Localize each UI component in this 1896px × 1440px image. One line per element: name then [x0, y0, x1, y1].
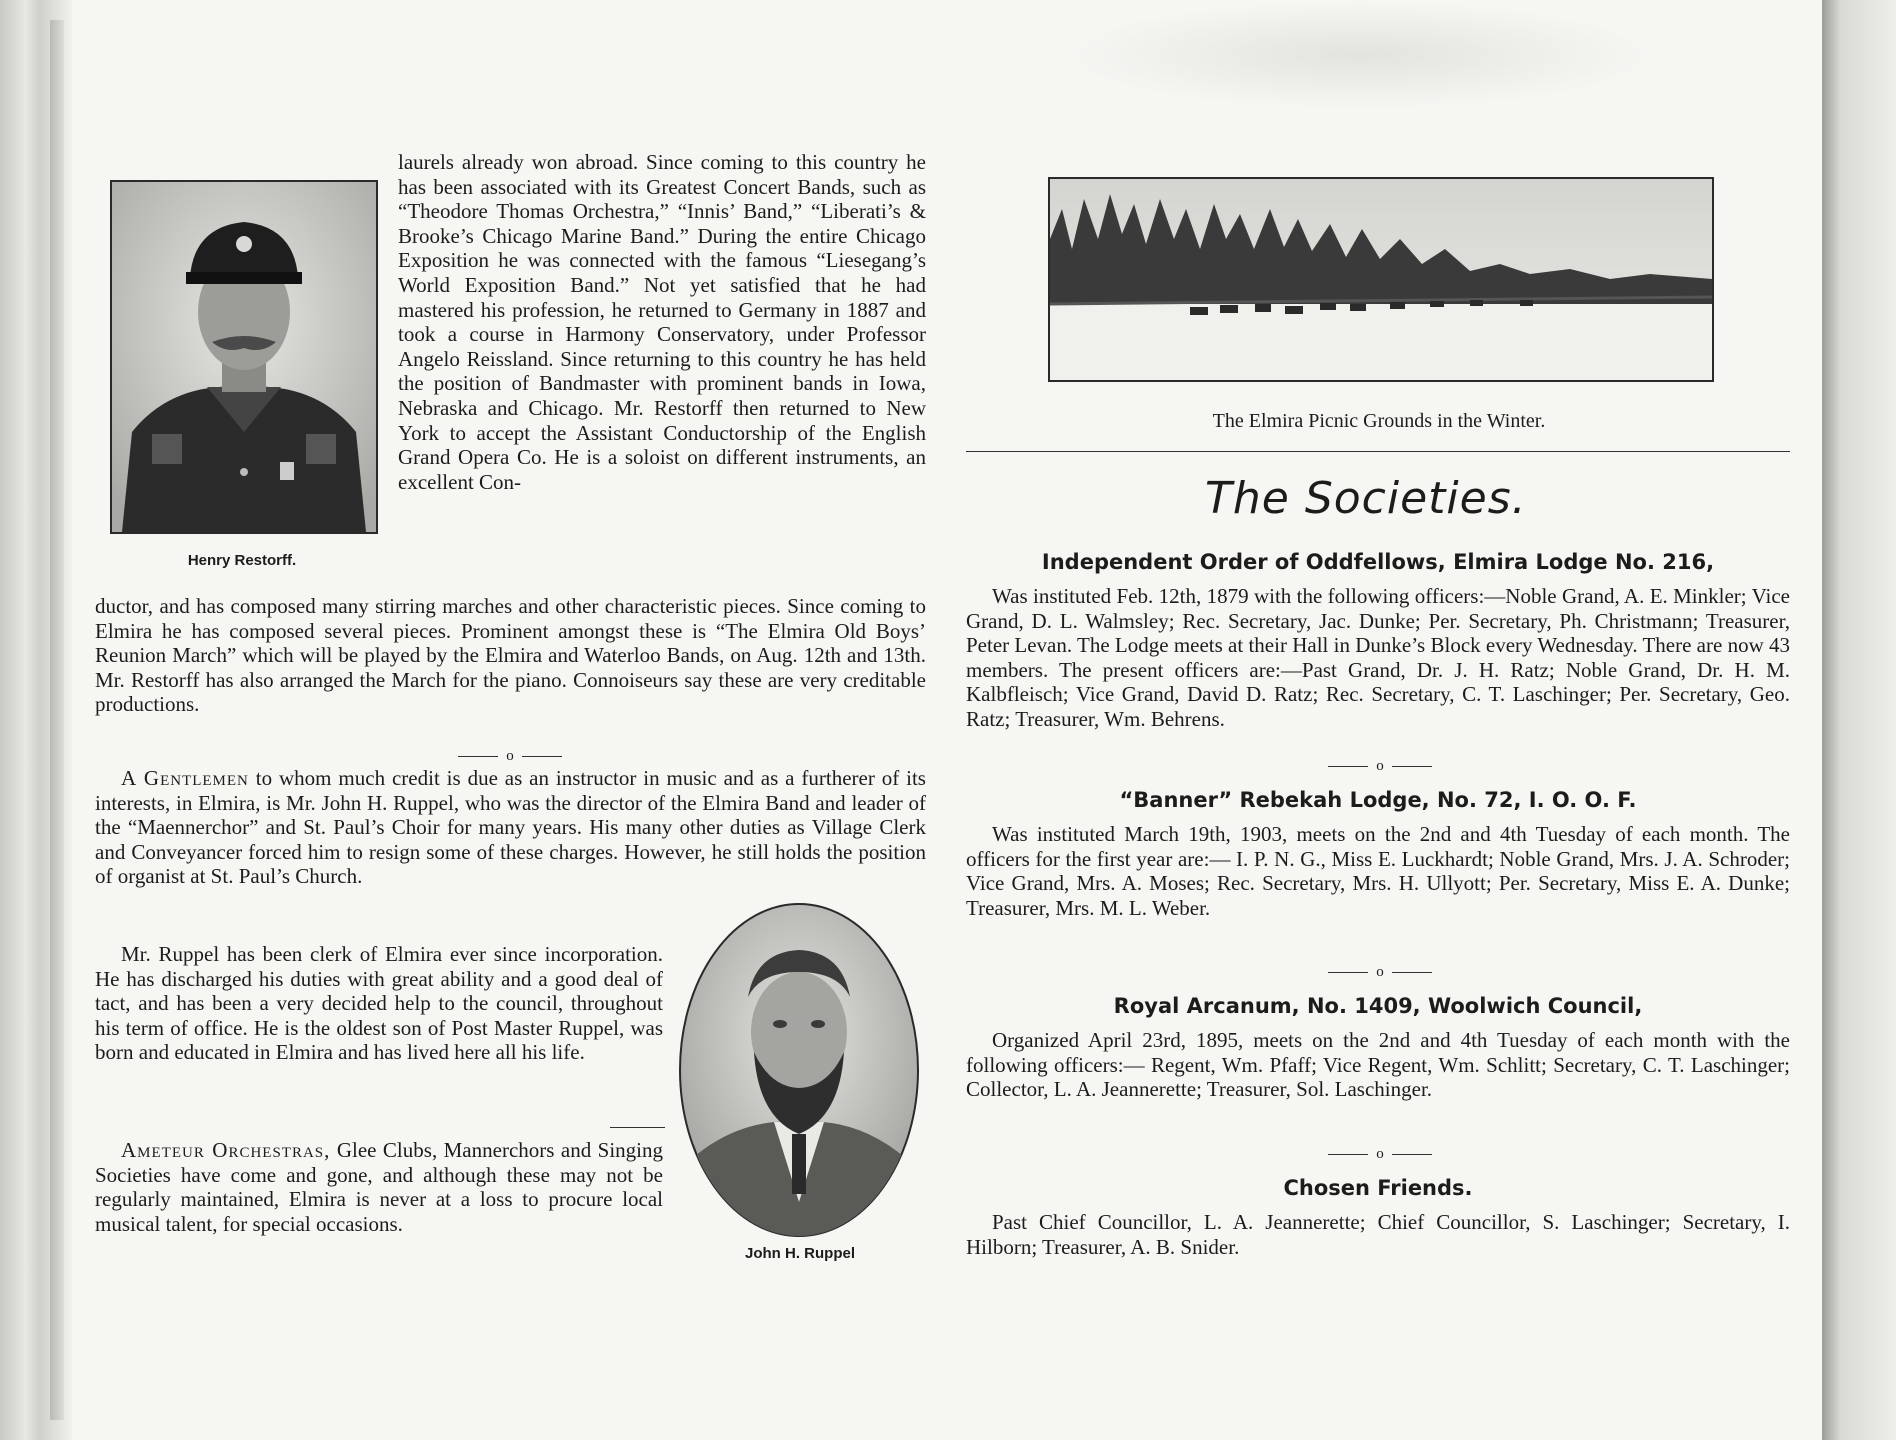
- separator-2: o: [1310, 758, 1450, 775]
- ruppel-clerk-text: Mr. Ruppel has been clerk of Elmira ever since incorporation. He has discharged his duties with great ability and a good deal of tact, and has been a very decided help to the council, throughout his term of office. He is the oldest son of Post Master Ruppel, was born and educated in Elmira and has lived here all his life.: [95, 942, 663, 1065]
- spine-shadow: [50, 20, 64, 1420]
- book-spine: [0, 0, 72, 1440]
- separator-4: o: [1310, 1146, 1450, 1163]
- picnic-caption: The Elmira Picnic Grounds in the Winter.: [1212, 410, 1546, 432]
- henry-restorff-portrait: [110, 180, 378, 534]
- ruppel-lead-caps: A Gentlemen: [121, 766, 249, 790]
- picnic-grounds-photo: [1048, 177, 1714, 382]
- oddfellows-heading: Independent Order of Oddfellows, Elmira Lodge No. 216,: [1041, 550, 1715, 574]
- restorff-continued-text: ductor, and has composed many stirring marches and other characteristic pieces. Since coming to Elmira he has composed several pieces. Prominent amongst these is “The Elmira Old Boys’ Reunion March” which will be played by the Elmira and Waterloo Bands, on Aug. 12th and 13th. Mr. Restorff has also arranged the March for the piano. Connoiseurs say these are very creditable productions.: [95, 594, 926, 717]
- rebekah-heading: “Banner” Rebekah Lodge, No. 72, I. O. O. F.: [1119, 788, 1637, 812]
- henry-restorff-caption: Henry Restorff.: [187, 552, 297, 569]
- arcanum-text: Organized April 23rd, 1895, meets on the 2nd and 4th Tuesday of each month with the following officers:— Regent, Wm. Pfaff; Vice Regent, Wm. Schlitt; Secretary, C. T. Laschinger; Collector, L. A. Jeannerette; Treasurer, Sol. Laschinger.: [966, 1028, 1790, 1102]
- john-ruppel-portrait: [678, 902, 920, 1238]
- societies-title: The Societies.: [1205, 473, 1527, 524]
- ruppel-intro-text: [95, 766, 926, 889]
- chosen-friends-text: Past Chief Councillor, L. A. Jeannerette; Chief Councillor, S. Laschinger; Secretary, I. Hilborn; Treasurer, A. B. Snider.: [966, 1210, 1790, 1259]
- short-rule: [610, 1127, 665, 1128]
- ameteur-lead-caps: Ameteur Orchestras,: [121, 1138, 331, 1162]
- separator-3: o: [1310, 964, 1450, 981]
- restorff-column-text: laurels already won abroad. Since coming to this country he has been associated with its Greatest Concert Bands, such as “Theodore Thomas Orchestra,” “Innis’ Band,” “Liberati’s & Brooke’s Chicago Marine Band.” During the entire Chicago Exposition he was connected with the famous “Liesegang’s World Exposition Band.” Not yet satisfied that he had mastered his profession, he returned to Germany in 1887 and took a course in Harmony Conservatory, under Professor Angelo Reissland. Since returning to this country he has held the position of Bandmaster with prominent bands in Iowa, Nebraska and Chicago. Mr. Restorff then returned to New York to accept the Assistant Conductorship of the English Grand Opera Co. He is a soloist on different instruments, an excellent Con-: [398, 150, 926, 494]
- ameteur-text: [95, 1138, 663, 1236]
- arcanum-heading: Royal Arcanum, No. 1409, Woolwich Council,: [1113, 994, 1643, 1018]
- separator-1: o: [440, 748, 580, 765]
- oddfellows-text: Was instituted Feb. 12th, 1879 with the following officers:—Noble Grand, A. E. Minkler; Vice Grand, D. L. Walmsley; Rec. Secretary, Jac. Dunke; Per. Secretary, Ph. Christmann; Treasurer, Peter Levan. The Lodge meets at their Hall in Dunke’s Block every Wednesday. There are now 43 members. The present officers are:—Past Grand, Dr. J. H. Ratz; Noble Grand, Dr. H. M. Kalbfleisch; Vice Grand, David D. Ratz; Rec. Secretary, C. T. Laschinger; Per. Secretary, Geo. Ratz; Treasurer, Wm. Behrens.: [966, 584, 1790, 731]
- ruppel-intro-body: to whom much credit is due as an instructor in music and as a furtherer of its interests, in Elmira, is Mr. John H. Ruppel, who was the director of the Elmira Band and leader of the “Maennerchor” and St. Paul’s Choir for many years. His many other duties as Village Clerk and Conveyancer forced him to resign some of these charges. However, he still holds the position of organist at St. Paul’s Church.: [95, 766, 926, 889]
- paper-smudge: [1060, 0, 1660, 110]
- chosen-friends-heading: Chosen Friends.: [1283, 1176, 1473, 1200]
- ameteur-body: Glee Clubs, Mannerchors and Singing Societies have come and gone, and although these may not be regularly maintained, Elmira is never at a loss to procure local musical talent, for special occasions.: [95, 1138, 663, 1236]
- rebekah-text: Was instituted March 19th, 1903, meets on the 2nd and 4th Tuesday of each month. The officers for the first year are:— I. P. N. G., Miss E. Luckhardt; Noble Grand, Mrs. J. A. Schroder; Vice Grand, Mrs. A. Moses; Rec. Secretary, Mrs. H. Ullyott; Per. Secretary, Miss E. A. Dunke; Treasurer, Mrs. M. L. Weber.: [966, 822, 1790, 920]
- page-edge: [1822, 0, 1896, 1440]
- section-rule: [966, 451, 1790, 452]
- john-ruppel-caption: John H. Ruppel: [745, 1245, 855, 1262]
